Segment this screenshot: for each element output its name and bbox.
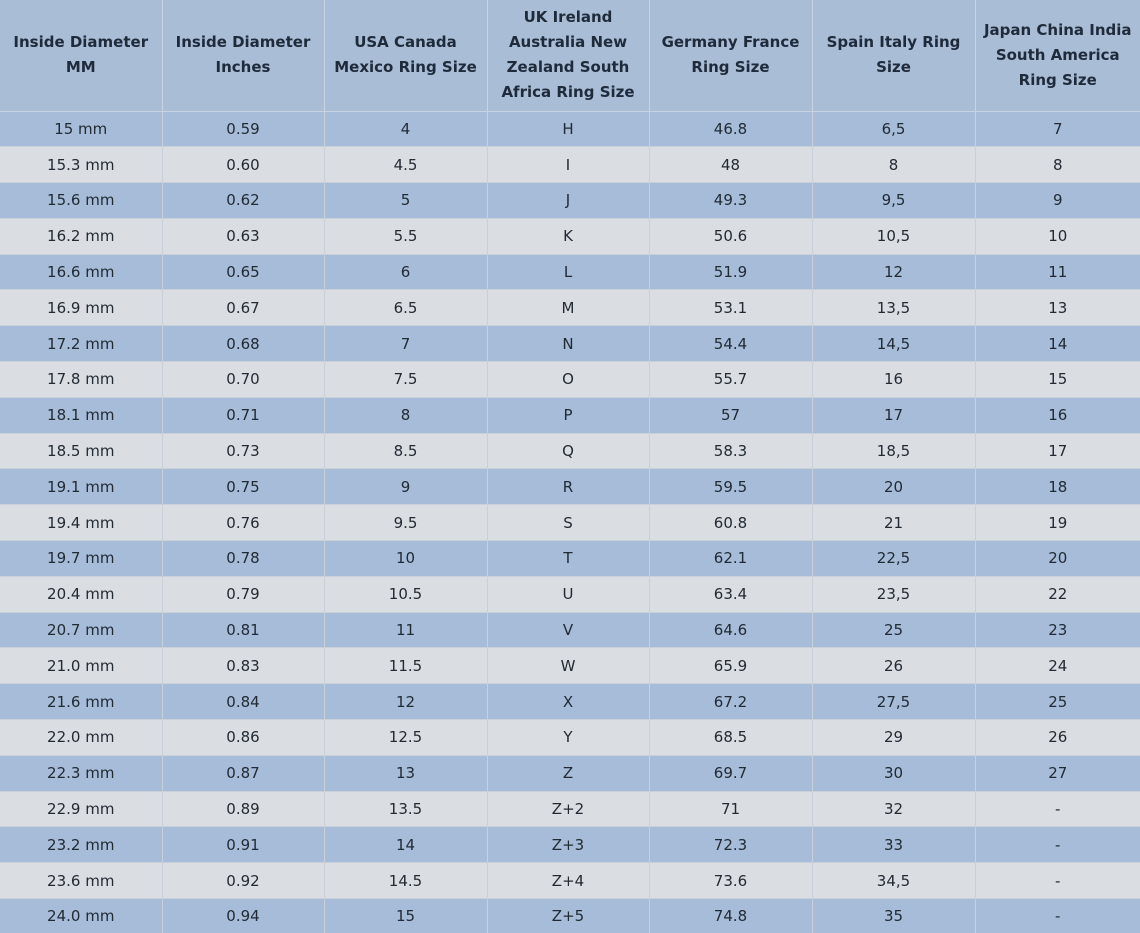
cell-uk-size: I (487, 147, 649, 183)
cell-uk-size: K (487, 218, 649, 254)
cell-uk-size: Z (487, 755, 649, 791)
cell-diameter-inches: 0.59 (162, 111, 324, 147)
table-row (0, 218, 1140, 254)
cell-uk-size: R (487, 469, 649, 505)
header-inside-diameter-mm: Inside Diameter MM (0, 0, 162, 111)
cell-diameter-mm: 15.3 mm (0, 147, 162, 183)
table-row (0, 899, 1140, 933)
cell-diameter-inches: 0.70 (162, 362, 324, 398)
cell-japan-size: 8 (975, 147, 1140, 183)
cell-germany-size: 51.9 (649, 254, 812, 290)
cell-uk-size: Z+5 (487, 899, 649, 933)
cell-uk-size: N (487, 326, 649, 362)
cell-uk-size: P (487, 397, 649, 433)
cell-usa-size: 8.5 (324, 433, 487, 469)
cell-japan-size: 26 (975, 720, 1140, 756)
cell-diameter-inches: 0.91 (162, 827, 324, 863)
cell-usa-size: 14 (324, 827, 487, 863)
cell-spain-size: 12 (812, 254, 975, 290)
cell-spain-size: 20 (812, 469, 975, 505)
cell-germany-size: 59.5 (649, 469, 812, 505)
cell-spain-size: 26 (812, 648, 975, 684)
cell-germany-size: 46.8 (649, 111, 812, 147)
cell-usa-size: 11 (324, 612, 487, 648)
cell-diameter-inches: 0.89 (162, 791, 324, 827)
cell-diameter-inches: 0.94 (162, 899, 324, 933)
cell-usa-size: 7 (324, 326, 487, 362)
cell-diameter-inches: 0.76 (162, 505, 324, 541)
cell-uk-size: U (487, 576, 649, 612)
cell-japan-size: 23 (975, 612, 1140, 648)
cell-diameter-inches: 0.65 (162, 254, 324, 290)
cell-diameter-inches: 0.79 (162, 576, 324, 612)
cell-usa-size: 5.5 (324, 218, 487, 254)
cell-japan-size: - (975, 791, 1140, 827)
cell-diameter-mm: 17.2 mm (0, 326, 162, 362)
cell-spain-size: 21 (812, 505, 975, 541)
cell-germany-size: 67.2 (649, 684, 812, 720)
cell-spain-size: 33 (812, 827, 975, 863)
cell-diameter-mm: 20.4 mm (0, 576, 162, 612)
cell-diameter-inches: 0.73 (162, 433, 324, 469)
cell-japan-size: 27 (975, 755, 1140, 791)
cell-uk-size: V (487, 612, 649, 648)
cell-usa-size: 6 (324, 254, 487, 290)
cell-germany-size: 64.6 (649, 612, 812, 648)
cell-uk-size: L (487, 254, 649, 290)
table-row (0, 720, 1140, 756)
cell-uk-size: X (487, 684, 649, 720)
table-body (0, 111, 1140, 933)
cell-spain-size: 32 (812, 791, 975, 827)
cell-diameter-inches: 0.68 (162, 326, 324, 362)
table-row (0, 433, 1140, 469)
cell-diameter-mm: 20.7 mm (0, 612, 162, 648)
cell-diameter-inches: 0.63 (162, 218, 324, 254)
cell-spain-size: 17 (812, 397, 975, 433)
cell-japan-size: 15 (975, 362, 1140, 398)
table-row (0, 469, 1140, 505)
table-row (0, 612, 1140, 648)
table-row (0, 791, 1140, 827)
cell-diameter-mm: 17.8 mm (0, 362, 162, 398)
table-row (0, 397, 1140, 433)
cell-usa-size: 6.5 (324, 290, 487, 326)
cell-usa-size: 9.5 (324, 505, 487, 541)
cell-germany-size: 72.3 (649, 827, 812, 863)
cell-diameter-inches: 0.83 (162, 648, 324, 684)
cell-japan-size: 7 (975, 111, 1140, 147)
cell-spain-size: 29 (812, 720, 975, 756)
cell-usa-size: 8 (324, 397, 487, 433)
cell-germany-size: 68.5 (649, 720, 812, 756)
cell-diameter-mm: 19.4 mm (0, 505, 162, 541)
cell-diameter-mm: 24.0 mm (0, 899, 162, 933)
header-uk-ring-size: UK Ireland Australia New Zealand South Africa Ring Size (487, 0, 649, 111)
cell-usa-size: 10 (324, 541, 487, 577)
table-row (0, 541, 1140, 577)
table-row (0, 111, 1140, 147)
cell-diameter-mm: 19.1 mm (0, 469, 162, 505)
cell-germany-size: 58.3 (649, 433, 812, 469)
cell-japan-size: 10 (975, 218, 1140, 254)
cell-spain-size: 9,5 (812, 183, 975, 219)
cell-diameter-inches: 0.81 (162, 612, 324, 648)
cell-diameter-inches: 0.78 (162, 541, 324, 577)
cell-uk-size: Z+4 (487, 863, 649, 899)
cell-diameter-mm: 15.6 mm (0, 183, 162, 219)
cell-usa-size: 10.5 (324, 576, 487, 612)
cell-usa-size: 11.5 (324, 648, 487, 684)
cell-diameter-mm: 18.1 mm (0, 397, 162, 433)
cell-japan-size: 17 (975, 433, 1140, 469)
header-spain-ring-size: Spain Italy Ring Size (812, 0, 975, 111)
cell-uk-size: Q (487, 433, 649, 469)
table-row (0, 290, 1140, 326)
cell-diameter-mm: 23.2 mm (0, 827, 162, 863)
header-usa-ring-size: USA Canada Mexico Ring Size (324, 0, 487, 111)
table-row (0, 183, 1140, 219)
cell-japan-size: 19 (975, 505, 1140, 541)
cell-japan-size: 25 (975, 684, 1140, 720)
cell-diameter-mm: 16.9 mm (0, 290, 162, 326)
cell-japan-size: 24 (975, 648, 1140, 684)
cell-spain-size: 25 (812, 612, 975, 648)
header-germany-ring-size: Germany France Ring Size (649, 0, 812, 111)
cell-diameter-inches: 0.71 (162, 397, 324, 433)
cell-spain-size: 30 (812, 755, 975, 791)
cell-uk-size: W (487, 648, 649, 684)
cell-spain-size: 23,5 (812, 576, 975, 612)
cell-japan-size: 14 (975, 326, 1140, 362)
cell-diameter-mm: 22.0 mm (0, 720, 162, 756)
cell-spain-size: 14,5 (812, 326, 975, 362)
cell-germany-size: 54.4 (649, 326, 812, 362)
table-row (0, 863, 1140, 899)
cell-usa-size: 15 (324, 899, 487, 933)
cell-usa-size: 12.5 (324, 720, 487, 756)
cell-japan-size: - (975, 827, 1140, 863)
table-row (0, 755, 1140, 791)
cell-diameter-mm: 16.2 mm (0, 218, 162, 254)
cell-uk-size: Z+2 (487, 791, 649, 827)
cell-germany-size: 55.7 (649, 362, 812, 398)
table-row (0, 147, 1140, 183)
cell-diameter-inches: 0.75 (162, 469, 324, 505)
cell-usa-size: 13.5 (324, 791, 487, 827)
cell-diameter-inches: 0.62 (162, 183, 324, 219)
cell-japan-size: 13 (975, 290, 1140, 326)
cell-diameter-mm: 21.6 mm (0, 684, 162, 720)
table-row (0, 326, 1140, 362)
cell-spain-size: 35 (812, 899, 975, 933)
cell-diameter-mm: 21.0 mm (0, 648, 162, 684)
cell-germany-size: 69.7 (649, 755, 812, 791)
cell-germany-size: 48 (649, 147, 812, 183)
cell-germany-size: 62.1 (649, 541, 812, 577)
cell-germany-size: 71 (649, 791, 812, 827)
cell-spain-size: 6,5 (812, 111, 975, 147)
table-row (0, 576, 1140, 612)
cell-diameter-inches: 0.86 (162, 720, 324, 756)
cell-spain-size: 34,5 (812, 863, 975, 899)
cell-diameter-inches: 0.84 (162, 684, 324, 720)
cell-usa-size: 4.5 (324, 147, 487, 183)
cell-diameter-mm: 16.6 mm (0, 254, 162, 290)
cell-diameter-mm: 23.6 mm (0, 863, 162, 899)
cell-usa-size: 4 (324, 111, 487, 147)
cell-diameter-inches: 0.60 (162, 147, 324, 183)
cell-japan-size: 11 (975, 254, 1140, 290)
cell-uk-size: T (487, 541, 649, 577)
cell-usa-size: 14.5 (324, 863, 487, 899)
cell-germany-size: 50.6 (649, 218, 812, 254)
cell-spain-size: 27,5 (812, 684, 975, 720)
cell-spain-size: 10,5 (812, 218, 975, 254)
cell-diameter-mm: 19.7 mm (0, 541, 162, 577)
cell-diameter-inches: 0.87 (162, 755, 324, 791)
cell-germany-size: 63.4 (649, 576, 812, 612)
cell-diameter-mm: 18.5 mm (0, 433, 162, 469)
table-row (0, 362, 1140, 398)
cell-japan-size: - (975, 863, 1140, 899)
cell-spain-size: 13,5 (812, 290, 975, 326)
cell-germany-size: 57 (649, 397, 812, 433)
header-japan-ring-size: Japan China India South America Ring Size (975, 0, 1140, 111)
cell-germany-size: 65.9 (649, 648, 812, 684)
cell-usa-size: 7.5 (324, 362, 487, 398)
cell-diameter-inches: 0.67 (162, 290, 324, 326)
cell-japan-size: 18 (975, 469, 1140, 505)
cell-diameter-mm: 22.3 mm (0, 755, 162, 791)
cell-uk-size: O (487, 362, 649, 398)
cell-uk-size: J (487, 183, 649, 219)
cell-usa-size: 5 (324, 183, 487, 219)
cell-uk-size: M (487, 290, 649, 326)
table-row (0, 648, 1140, 684)
cell-usa-size: 12 (324, 684, 487, 720)
cell-japan-size: 20 (975, 541, 1140, 577)
cell-japan-size: 16 (975, 397, 1140, 433)
cell-usa-size: 13 (324, 755, 487, 791)
cell-germany-size: 60.8 (649, 505, 812, 541)
cell-uk-size: S (487, 505, 649, 541)
table-row (0, 827, 1140, 863)
cell-diameter-mm: 22.9 mm (0, 791, 162, 827)
cell-usa-size: 9 (324, 469, 487, 505)
cell-uk-size: Z+3 (487, 827, 649, 863)
cell-japan-size: - (975, 899, 1140, 933)
cell-germany-size: 49.3 (649, 183, 812, 219)
cell-diameter-mm: 15 mm (0, 111, 162, 147)
cell-spain-size: 22,5 (812, 541, 975, 577)
cell-spain-size: 18,5 (812, 433, 975, 469)
cell-japan-size: 22 (975, 576, 1140, 612)
cell-japan-size: 9 (975, 183, 1140, 219)
cell-uk-size: H (487, 111, 649, 147)
table-row (0, 684, 1140, 720)
cell-germany-size: 73.6 (649, 863, 812, 899)
cell-germany-size: 74.8 (649, 899, 812, 933)
header-inside-diameter-inches: Inside Diameter Inches (162, 0, 324, 111)
table-row (0, 505, 1140, 541)
cell-uk-size: Y (487, 720, 649, 756)
table-header (0, 0, 1140, 111)
cell-spain-size: 16 (812, 362, 975, 398)
cell-spain-size: 8 (812, 147, 975, 183)
header-row (0, 0, 1140, 111)
cell-diameter-inches: 0.92 (162, 863, 324, 899)
cell-germany-size: 53.1 (649, 290, 812, 326)
table-row (0, 254, 1140, 290)
